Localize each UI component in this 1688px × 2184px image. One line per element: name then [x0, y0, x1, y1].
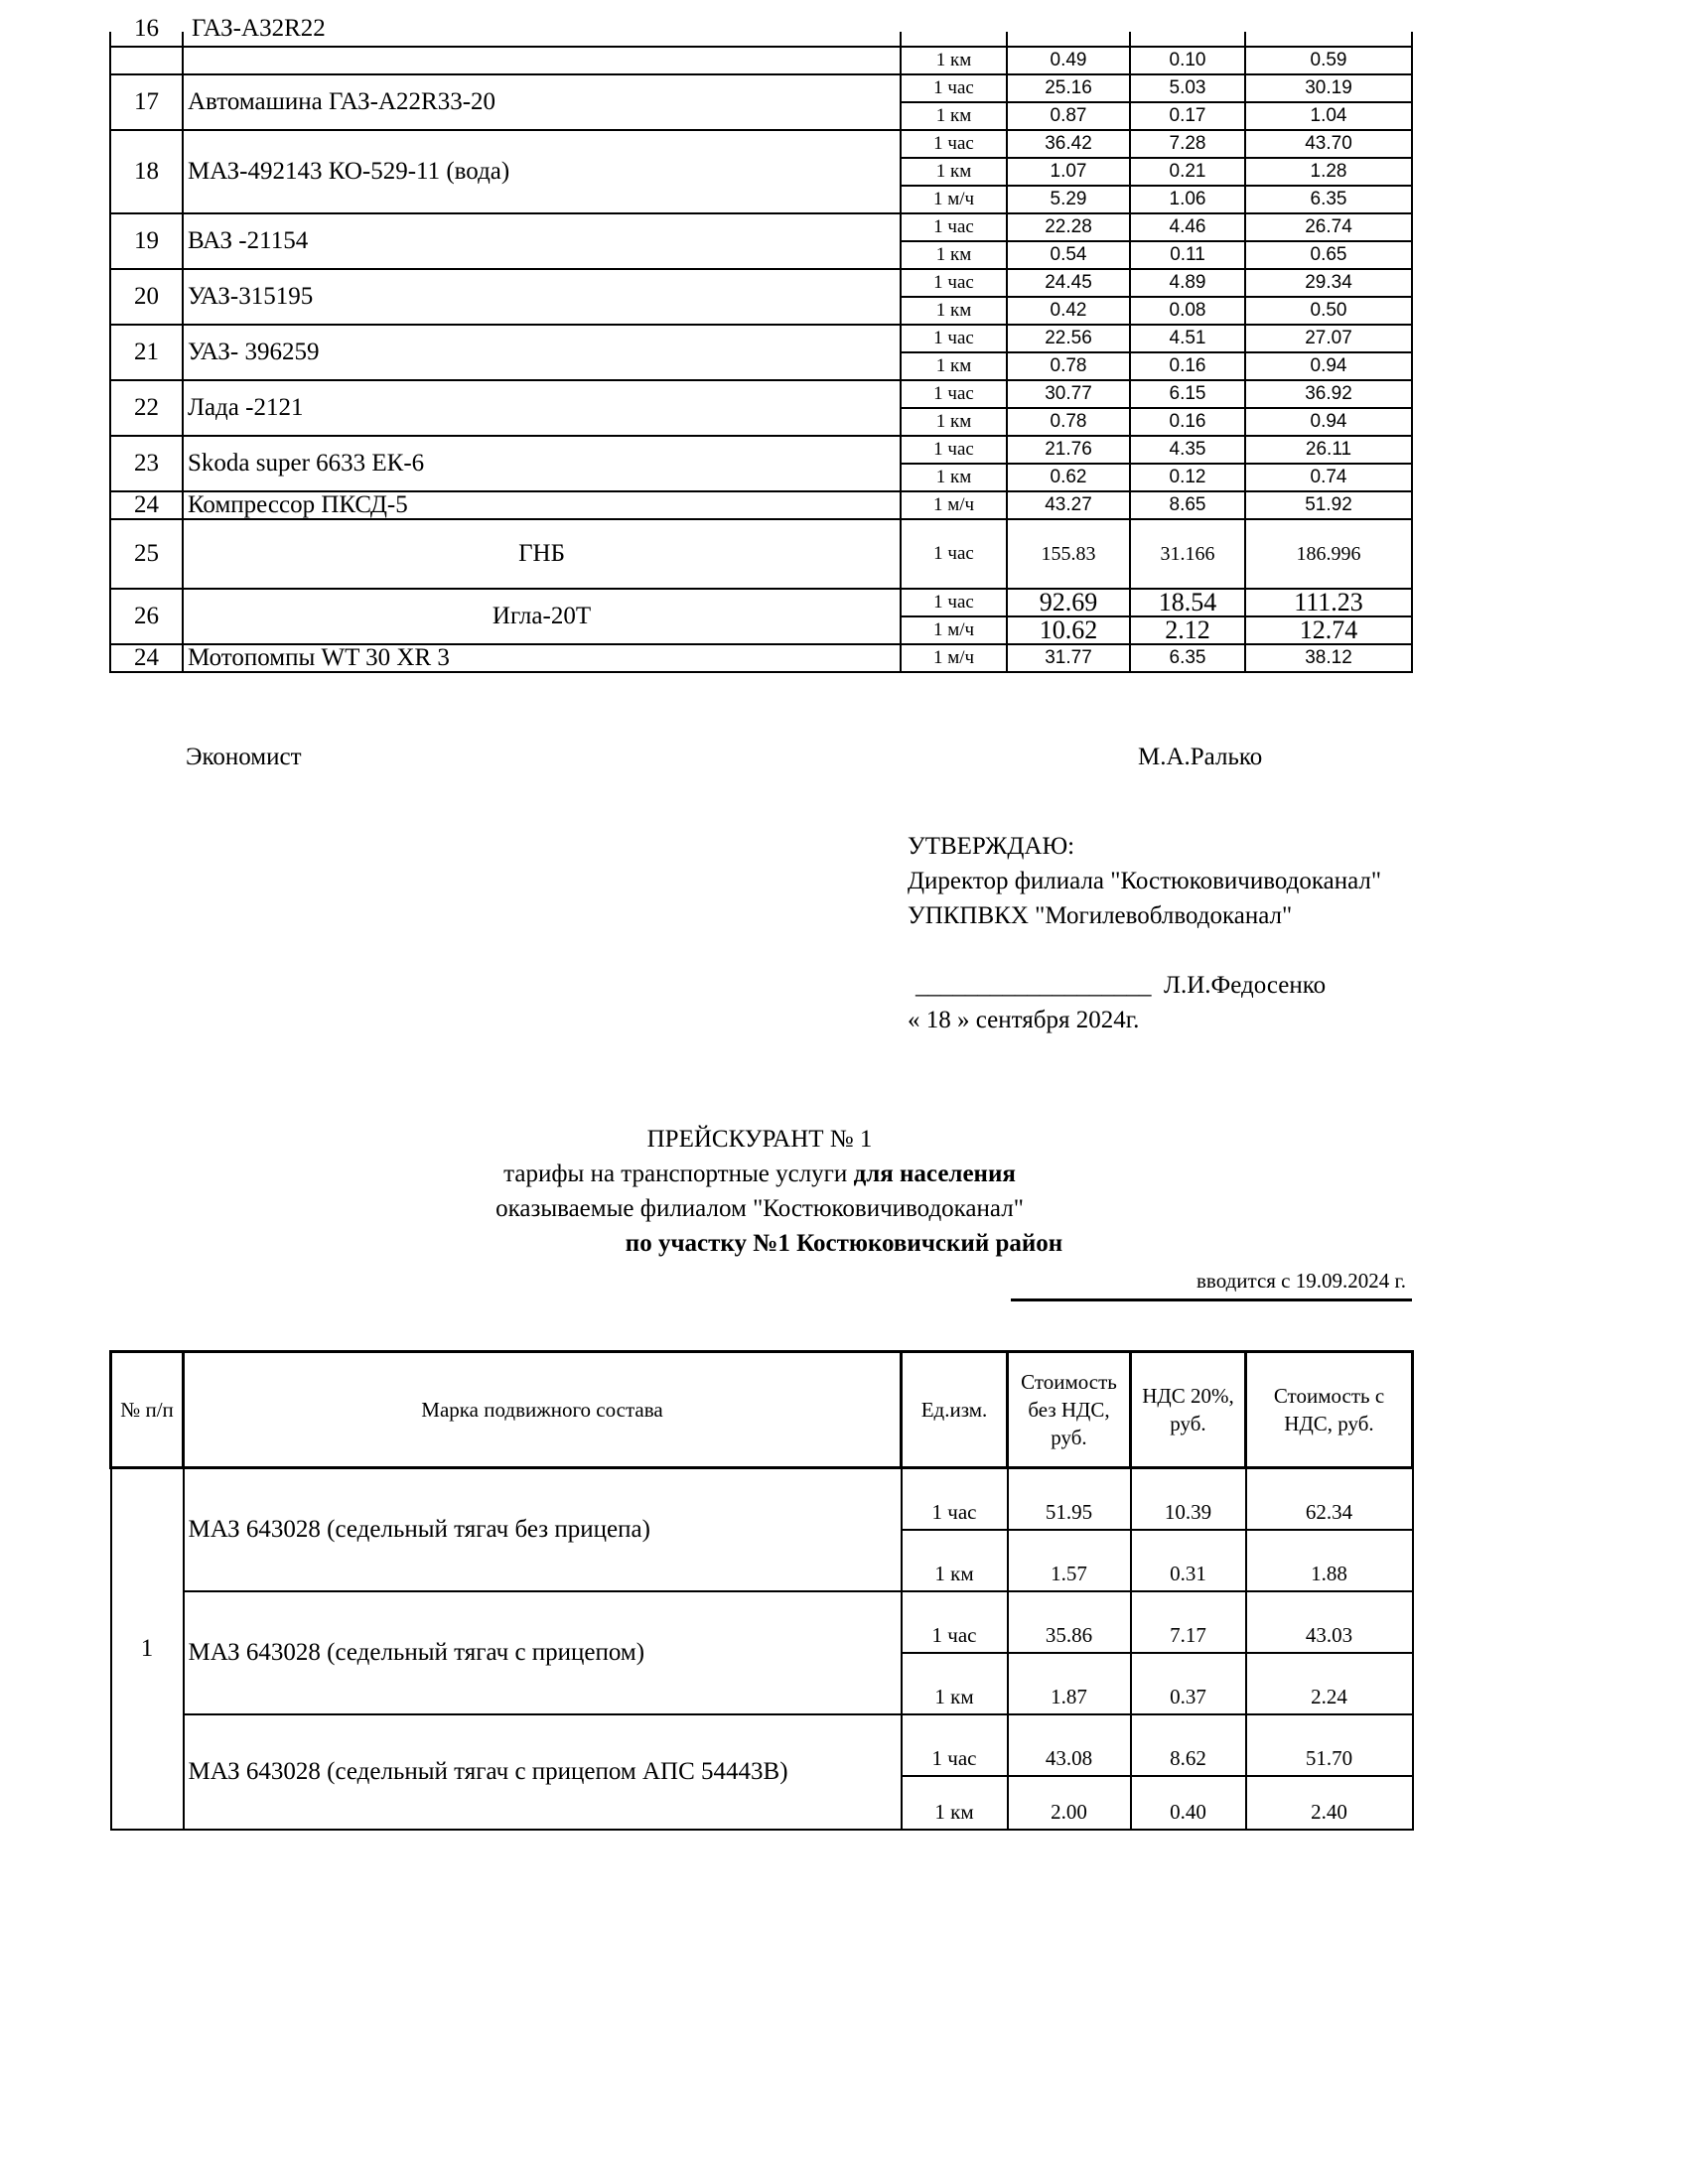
total-cell: 6.35: [1245, 186, 1412, 213]
vat-cell: 18.54: [1130, 589, 1245, 616]
vat-cell: 6.35: [1130, 644, 1245, 672]
vehicle-name: Мотопомпы WT 30 XR 3: [183, 644, 901, 672]
header-number: № п/п: [111, 1352, 184, 1468]
vehicle-name: МАЗ-492143 КО-529-11 (вода): [183, 130, 901, 213]
total-cell: 1.28: [1245, 158, 1412, 186]
price-list-title: ПРЕЙСКУРАНТ № 1: [646, 1126, 873, 1153]
subtitle-normal: тарифы на транспортные услуги: [503, 1160, 854, 1187]
header-brand: Марка подвижного состава: [184, 1352, 902, 1468]
vehicle-name: ВАЗ -21154: [183, 213, 901, 269]
unit-cell: 1 час: [901, 130, 1007, 158]
total-cell: 26.11: [1245, 436, 1412, 464]
vat-cell: 2.12: [1130, 616, 1245, 644]
vat-cell: 31.166: [1130, 519, 1245, 589]
row-number: 16: [134, 15, 159, 42]
row-number: 19: [110, 213, 183, 269]
table-row: [111, 1591, 1413, 1653]
row-number: 20: [110, 269, 183, 325]
table-row: [110, 589, 1412, 616]
vat-cell: 1.06: [1130, 186, 1245, 213]
unit-cell: 1 час: [902, 1591, 1008, 1653]
table-row: [111, 1714, 1413, 1776]
vat-cell: 7.28: [1130, 130, 1245, 158]
vehicle-name: МАЗ 643028 (седельный тягач без прицепа): [184, 1468, 902, 1592]
unit-cell: 1 час: [901, 269, 1007, 297]
vat-cell: 0.11: [1130, 241, 1245, 269]
unit-cell: 1 км: [902, 1653, 1008, 1714]
unit-cell: 1 км: [901, 47, 1007, 74]
vat-cell: 10.39: [1131, 1468, 1246, 1531]
row-number: 21: [110, 325, 183, 380]
vat-cell: 0.17: [1130, 102, 1245, 130]
unit-cell: 1 км: [901, 102, 1007, 130]
cost-cell: 92.69: [1007, 589, 1130, 616]
total-cell: 0.59: [1245, 47, 1412, 74]
total-cell: 186.996: [1245, 519, 1412, 589]
cost-cell: 22.56: [1007, 325, 1130, 352]
cost-cell: 35.86: [1008, 1591, 1131, 1653]
vat-cell: 0.37: [1131, 1653, 1246, 1714]
vat-cell: 7.17: [1131, 1591, 1246, 1653]
vehicle-name: Компрессор ПКСД-5: [183, 491, 901, 519]
vat-cell: 0.12: [1130, 464, 1245, 491]
unit-cell: 1 км: [901, 297, 1007, 325]
row-number: 18: [110, 130, 183, 213]
total-cell: 43.70: [1245, 130, 1412, 158]
unit-cell: 1 м/ч: [901, 644, 1007, 672]
price-list-table: [109, 1350, 1414, 1831]
vehicle-name: Skoda super 6633 ЕК-6: [183, 436, 901, 491]
table-row-partial: [110, 32, 1412, 47]
table-row: [111, 1468, 1413, 1531]
table-row: [110, 644, 1412, 672]
cost-cell: 155.83: [1007, 519, 1130, 589]
cost-cell: 1.57: [1008, 1530, 1131, 1591]
unit-cell: 1 час: [901, 519, 1007, 589]
unit-cell: 1 км: [901, 408, 1007, 436]
vat-cell: 8.65: [1130, 491, 1245, 519]
director-name: Л.И.Федосенко: [1164, 972, 1327, 999]
vehicle-name: МАЗ 643028 (седельный тягач с прицепом): [184, 1591, 902, 1714]
total-cell: 0.65: [1245, 241, 1412, 269]
total-cell: 29.34: [1245, 269, 1412, 297]
subtitle-bold: для населения: [853, 1160, 1016, 1187]
table-row: [110, 47, 1412, 74]
vat-cell: 0.40: [1131, 1776, 1246, 1830]
row-number: 23: [110, 436, 183, 491]
group-number: 1: [111, 1468, 184, 1831]
row-number: 24: [110, 644, 183, 672]
cost-cell: 0.42: [1007, 297, 1130, 325]
price-list-subtitle: [0, 1160, 1519, 1189]
vat-cell: 4.51: [1130, 325, 1245, 352]
vehicle-name: ГНБ: [183, 519, 901, 589]
unit-cell: 1 час: [902, 1468, 1008, 1531]
unit-cell: 1 час: [901, 74, 1007, 102]
total-cell: 36.92: [1245, 380, 1412, 408]
table-row: [110, 380, 1412, 408]
header-unit: Ед.изм.: [902, 1352, 1008, 1468]
table-row: [110, 213, 1412, 241]
total-cell: 0.74: [1245, 464, 1412, 491]
unit-cell: 1 м/ч: [901, 616, 1007, 644]
vat-cell: 0.31: [1131, 1530, 1246, 1591]
unit-cell: 1 км: [901, 158, 1007, 186]
unit-cell: 1 час: [902, 1714, 1008, 1776]
signature-blank: ___________________: [915, 972, 1152, 999]
cost-cell: 5.29: [1007, 186, 1130, 213]
total-cell: 38.12: [1245, 644, 1412, 672]
approval-line-2: УПКПВКХ "Могилевоблводоканал": [908, 902, 1293, 929]
tariff-table-continued: [109, 15, 1413, 673]
effective-underline: [1011, 1298, 1412, 1301]
total-cell: 27.07: [1245, 325, 1412, 352]
vat-cell: 8.62: [1131, 1714, 1246, 1776]
total-cell: 0.50: [1245, 297, 1412, 325]
total-cell: 62.34: [1246, 1468, 1413, 1531]
approval-title: УТВЕРЖДАЮ:: [908, 833, 1075, 860]
vat-cell: 0.16: [1130, 352, 1245, 380]
cost-cell: 43.08: [1008, 1714, 1131, 1776]
row-number: 24: [110, 491, 183, 519]
cost-cell: 10.62: [1007, 616, 1130, 644]
approval-date: « 18 » сентября 2024г.: [908, 1007, 1140, 1033]
unit-cell: 1 час: [901, 436, 1007, 464]
cost-cell: 22.28: [1007, 213, 1130, 241]
cost-cell: 24.45: [1007, 269, 1130, 297]
price-list-provider: оказываемые филиалом "Костюковичиводоканал": [495, 1195, 1024, 1222]
cost-cell: 0.54: [1007, 241, 1130, 269]
unit-cell: 1 км: [901, 241, 1007, 269]
total-cell: 43.03: [1246, 1591, 1413, 1653]
vehicle-name: ГАЗ-А32R22: [192, 15, 326, 42]
cost-cell: 0.49: [1007, 47, 1130, 74]
table-row: [110, 519, 1412, 589]
table-row: [110, 436, 1412, 464]
economist-label: Экономист: [186, 744, 302, 770]
vat-cell: 5.03: [1130, 74, 1245, 102]
row-number: 22: [110, 380, 183, 436]
vat-cell: 4.46: [1130, 213, 1245, 241]
header-total: Стоимость с НДС, руб.: [1246, 1352, 1413, 1468]
total-cell: 30.19: [1245, 74, 1412, 102]
total-cell: 51.70: [1246, 1714, 1413, 1776]
cost-cell: 31.77: [1007, 644, 1130, 672]
table-header-row: [111, 1352, 1413, 1468]
total-cell: 1.04: [1245, 102, 1412, 130]
total-cell: 1.88: [1246, 1530, 1413, 1591]
cost-cell: 0.78: [1007, 352, 1130, 380]
total-cell: 111.23: [1245, 589, 1412, 616]
table-row: [110, 269, 1412, 297]
row-number: 25: [110, 519, 183, 589]
effective-date: вводится с 19.09.2024 г.: [1196, 1269, 1406, 1293]
vehicle-name: Автомашина ГАЗ-А22R33-20: [183, 74, 901, 130]
price-list-area: по участку №1 Костюковичский район: [625, 1230, 1063, 1257]
vat-cell: 0.10: [1130, 47, 1245, 74]
unit-cell: 1 км: [902, 1530, 1008, 1591]
total-cell: 2.24: [1246, 1653, 1413, 1714]
header-cost: Стоимость без НДС, руб.: [1008, 1352, 1131, 1468]
table-row: [110, 130, 1412, 158]
unit-cell: 1 час: [901, 325, 1007, 352]
cost-cell: 51.95: [1008, 1468, 1131, 1531]
economist-name: М.А.Ралько: [1138, 744, 1263, 770]
unit-cell: 1 м/ч: [901, 186, 1007, 213]
cost-cell: 43.27: [1007, 491, 1130, 519]
cost-cell: 21.76: [1007, 436, 1130, 464]
table-row: [110, 325, 1412, 352]
unit-cell: 1 км: [901, 352, 1007, 380]
cost-cell: 1.07: [1007, 158, 1130, 186]
vat-cell: 0.08: [1130, 297, 1245, 325]
unit-cell: 1 час: [901, 589, 1007, 616]
unit-cell: 1 км: [902, 1776, 1008, 1830]
cost-cell: 36.42: [1007, 130, 1130, 158]
header-vat: НДС 20%, руб.: [1131, 1352, 1246, 1468]
cost-cell: 0.87: [1007, 102, 1130, 130]
vat-cell: 6.15: [1130, 380, 1245, 408]
vat-cell: 0.16: [1130, 408, 1245, 436]
vehicle-name: Игла-20Т: [183, 589, 901, 644]
cost-cell: 25.16: [1007, 74, 1130, 102]
vat-cell: 0.21: [1130, 158, 1245, 186]
unit-cell: 1 час: [901, 380, 1007, 408]
unit-cell: 1 км: [901, 464, 1007, 491]
unit-cell: 1 м/ч: [901, 491, 1007, 519]
total-cell: 12.74: [1245, 616, 1412, 644]
vehicle-name: УАЗ- 396259: [183, 325, 901, 380]
approval-line-1: Директор филиала "Костюковичиводоканал": [908, 868, 1382, 894]
total-cell: 0.94: [1245, 352, 1412, 380]
vehicle-name: МАЗ 643028 (седельный тягач с прицепом АПС 54443В): [184, 1714, 902, 1830]
table-row: [110, 491, 1412, 519]
total-cell: 0.94: [1245, 408, 1412, 436]
vat-cell: 4.35: [1130, 436, 1245, 464]
cost-cell: 30.77: [1007, 380, 1130, 408]
unit-cell: 1 час: [901, 213, 1007, 241]
cost-cell: 0.78: [1007, 408, 1130, 436]
vat-cell: 4.89: [1130, 269, 1245, 297]
vehicle-name: Лада -2121: [183, 380, 901, 436]
total-cell: 26.74: [1245, 213, 1412, 241]
table-row: [110, 74, 1412, 102]
row-number: 26: [110, 589, 183, 644]
total-cell: 51.92: [1245, 491, 1412, 519]
row-number: 17: [110, 74, 183, 130]
cost-cell: 2.00: [1008, 1776, 1131, 1830]
vehicle-name: УАЗ-315195: [183, 269, 901, 325]
cost-cell: 0.62: [1007, 464, 1130, 491]
total-cell: 2.40: [1246, 1776, 1413, 1830]
cost-cell: 1.87: [1008, 1653, 1131, 1714]
